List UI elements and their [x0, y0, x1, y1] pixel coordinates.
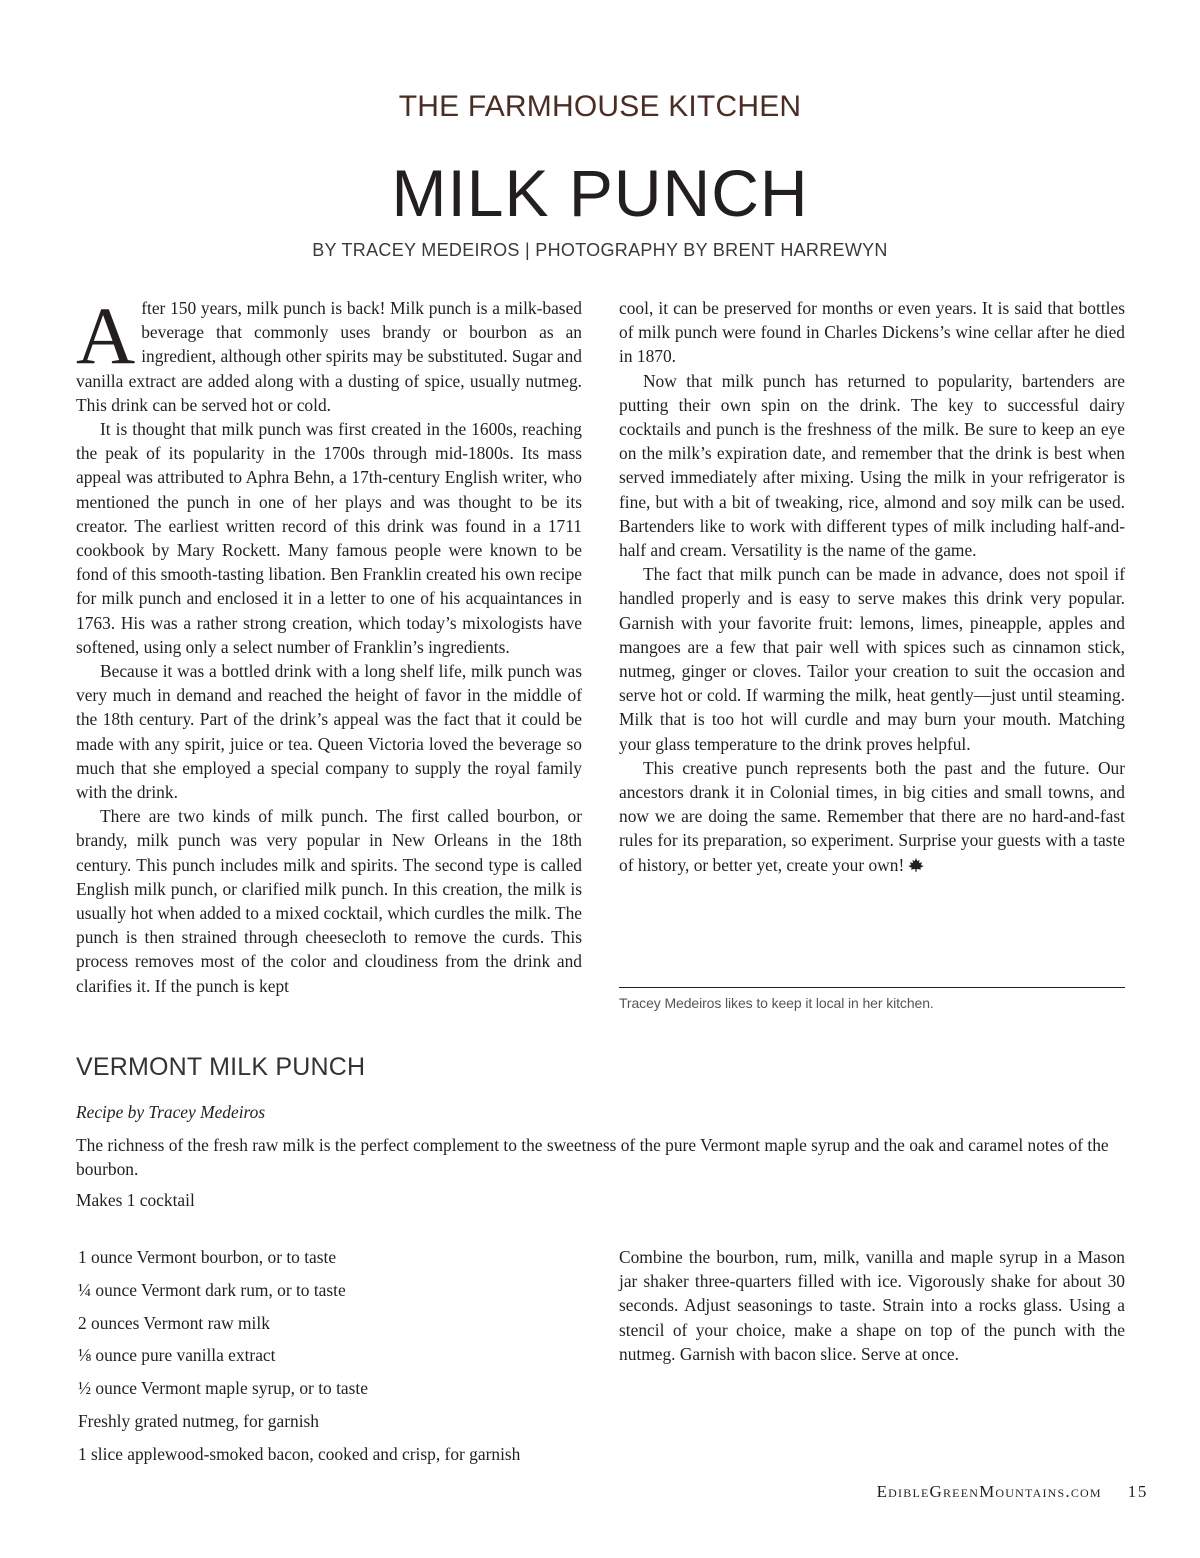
recipe-yield: Makes 1 cocktail	[76, 1190, 195, 1210]
ingredient-item: ⅛ ounce pure vanilla extract	[78, 1345, 276, 1366]
recipe-credit: Recipe by Tracey Medeiros	[76, 1102, 266, 1122]
article-column-right	[619, 296, 1125, 877]
maple-leaf-icon	[908, 858, 924, 872]
site-url: EdibleGreenMountains.com	[876, 1482, 1102, 1501]
ingredient-list	[78, 1245, 520, 1475]
article-paragraph-2: It is thought that milk punch was first created in the 1600s, reaching the peak of its popularity in the 1700s through mid-1800s. Its mass appeal was attributed to Aphra Behn, a 17th-century English writer, who mentioned the punch in one of her plays and was thought to be its creator. The earliest written record of this drink was found in a 1711 cookbook by Mary Rockett. Many famous people were known to be fond of this smooth-tasting libation. Ben Franklin created his own recipe for milk punch and enclosed it in a letter to one of his acquaintances in 1763. His was a rather strong creation, which today’s mixologists have softened, using only a select number of Franklin’s ingredients.	[76, 419, 582, 657]
paragraph-text: fter 150 years, milk punch is back! Milk punch is a milk-based beverage that commonly uses brandy or bourbon as an ingredient, although other spirits may be substituted. Sugar and vanilla extract are added along with a dusting of spice, usually nutmeg. This drink can be served hot or cold.	[76, 298, 582, 415]
ingredient-item: ½ ounce Vermont maple syrup, or to taste	[78, 1378, 368, 1399]
ingredient-item: Freshly grated nutmeg, for garnish	[78, 1410, 319, 1431]
article-paragraph-3: Because it was a bottled drink with a long shelf life, milk punch was very much in demand and reached the height of favor in the middle of the 18th century. Part of the drink’s appeal was the fact that it could be made with any spirit, juice or tea. Queen Victoria loved the beverage so much that she employed a special company to supply the royal family with the drink.	[76, 661, 582, 803]
article-paragraph-6: The fact that milk punch can be made in advance, does not spoil if handled properly and is easy to serve makes this drink very popular. Garnish with your favorite fruit: lemons, limes, pineapple, apples and mangoes are a few that pair well with spices such as cinnamon stick, nutmeg, ginger or cloves. Tailor your creation to suit the occasion and serve hot or cold. If warming the milk, heat gently—just until steaming. Milk that is too hot will curdle and may burn your mouth. Matching your glass temperature to the drink proves helpful.	[619, 564, 1125, 754]
paragraph-text: This creative punch represents both the past and the future. Our ancestors drank it in Colonial times, in big cities and small towns, and now we are doing the same. Remember that there are no hard-and-fast rules for its preparation, so experiment. Surprise your guests with a taste of history, or better yet, create your own!	[619, 757, 1125, 875]
page-footer	[877, 1482, 1148, 1502]
recipe-title: VERMONT MILK PUNCH	[76, 1053, 366, 1081]
recipe-intro: The richness of the fresh raw milk is the perfect complement to the sweetness of the pure Vermont maple syrup and the oak and caramel notes of the bourbon.	[76, 1135, 1109, 1180]
recipe-method: Combine the bourbon, rum, milk, vanilla and maple syrup in a Mason jar shaker three-quarters filled with ice. Vigorously shake for about 30 seconds. Adjust seasonings to taste. Strain into a rocks glass. Using a stencil of your choice, make a shape on top of the punch with the nutmeg. Garnish with bacon slice. Serve at once.	[619, 1247, 1125, 1364]
section-kicker: THE FARMHOUSE KITCHEN	[398, 90, 802, 123]
article-paragraph-1	[76, 290, 582, 417]
author-bio: Tracey Medeiros likes to keep it local in her kitchen.	[619, 995, 934, 1011]
article-paragraph-4-continued: cool, it can be preserved for months or even years. It is said that bottles of milk punch were found in Charles Dickens’s wine cellar after he died in 1870.	[619, 298, 1125, 367]
page-number: 15	[1127, 1482, 1148, 1501]
ingredient-item: 1 ounce Vermont bourbon, or to taste	[78, 1247, 337, 1267]
byline: BY TRACEY MEDEIROS | PHOTOGRAPHY BY BRENT HARREWYN	[312, 240, 888, 260]
ingredient-item: ¼ ounce Vermont dark rum, or to taste	[78, 1279, 346, 1300]
article-paragraph-5: Now that milk punch has returned to popularity, bartenders are putting their own spin on the drink. The key to successful dairy cocktails and punch is the freshness of the milk. Be sure to keep an eye on the milk’s expiration date, and remember that the drink is best when served immediately after mixing. Using the milk in your refrigerator is fine, but with a bit of tweaking, rice, almond and soy milk can be used. Bartenders like to work with different types of milk including half-and-half and cream. Versatility is the name of the game.	[619, 370, 1125, 561]
article-paragraph-7	[619, 756, 1125, 877]
ingredient-item: 1 slice applewood-smoked bacon, cooked and crisp, for garnish	[78, 1443, 521, 1464]
article-title: MILK PUNCH	[391, 156, 809, 230]
ingredient-item: 2 ounces Vermont raw milk	[78, 1312, 270, 1333]
drop-cap: A	[76, 290, 136, 381]
article-column-left	[76, 290, 582, 998]
article-paragraph-4: There are two kinds of milk punch. The first called bourbon, or brandy, milk punch was very popular in New Orleans in the 18th century. This punch includes milk and spirits. The second type is called English milk punch, or clarified milk punch. In this creation, the milk is usually hot when added to a mixed cocktail, which curdles the milk. The punch is then strained through cheesecloth to remove the curds. This process removes most of the color and cloudiness from the drink and clarifies it. If the punch is kept	[76, 806, 582, 996]
bio-divider	[619, 987, 1125, 988]
